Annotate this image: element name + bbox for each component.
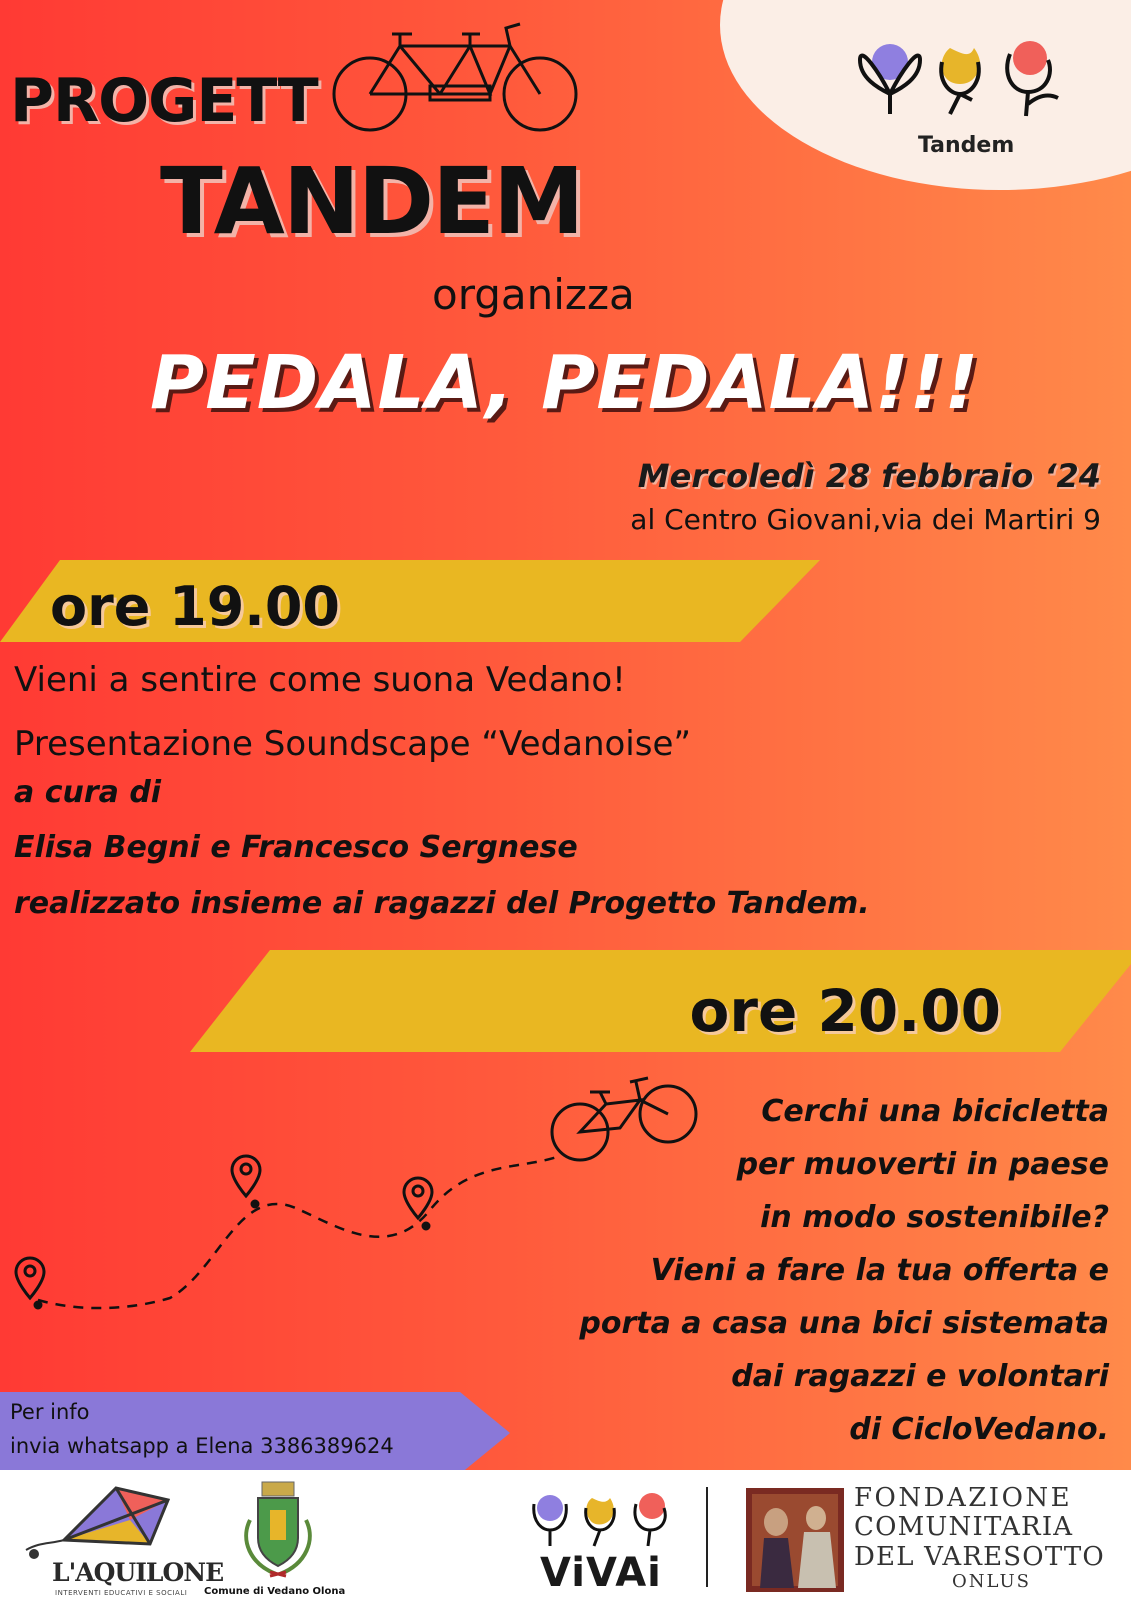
section2-line: di CicloVedano. — [849, 1412, 1109, 1447]
section2-text — [579, 1085, 1109, 1456]
title-progetto: PROGETT — [10, 66, 318, 136]
brand-name: Tandem — [918, 133, 1015, 158]
footer-divider — [706, 1487, 708, 1587]
tandem-bicycle-icon — [330, 16, 600, 136]
event-title: PEDALA, PEDALA!!! — [150, 340, 980, 426]
flower-red-icon — [1007, 41, 1058, 116]
fondazione-painting-icon — [746, 1488, 844, 1592]
tandem-flowers-logo — [850, 34, 1080, 124]
section2-line: per muoverti in paese — [736, 1147, 1109, 1182]
time-label-2: ore 20.00 — [689, 977, 1001, 1045]
section2-line: dai ragazzi e volontari — [731, 1359, 1109, 1394]
vivai-name: ViVAi — [540, 1550, 662, 1596]
fondazione-name-line: DEL VARESOTTO — [854, 1542, 1105, 1572]
section1-line: Vieni a sentire come suona Vedano! — [14, 660, 626, 700]
time-label-1: ore 19.00 — [50, 575, 340, 638]
info-contact: invia whatsapp a Elena 3386389624 — [10, 1434, 394, 1458]
section1-line: realizzato insieme ai ragazzi del Progetto Tandem. — [14, 886, 870, 921]
vivai-flowers-logo — [528, 1488, 678, 1550]
aquilone-subtitle: INTERVENTI EDUCATIVI E SOCIALI — [55, 1589, 188, 1597]
fondazione-name-line: COMUNITARIA — [854, 1512, 1074, 1542]
map-pin-icon — [232, 1156, 260, 1207]
info-label: Per info — [10, 1400, 90, 1424]
comune-crest-icon — [236, 1480, 320, 1584]
title-tandem: TANDEM — [160, 148, 583, 255]
aquilone-kite-logo — [20, 1484, 170, 1564]
map-pin-icon — [404, 1178, 432, 1229]
section1-line: a cura di — [14, 775, 162, 810]
fondazione-name-line: ONLUS — [952, 1571, 1031, 1592]
aquilone-name: L'AQUILONE — [52, 1558, 224, 1587]
section2-line: in modo sostenibile? — [760, 1200, 1109, 1235]
event-place: al Centro Giovani,via dei Martiri 9 — [630, 503, 1101, 536]
flower-yellow-icon — [941, 48, 980, 114]
section1-authors: Elisa Begni e Francesco Sergnese — [14, 830, 578, 865]
organizza-text: organizza — [432, 270, 635, 319]
section2-line: Cerchi una bicicletta — [761, 1094, 1109, 1129]
fondazione-name-line: FONDAZIONE — [854, 1483, 1073, 1513]
section2-line: porta a casa una bici sistemata — [579, 1306, 1109, 1341]
flower-purple-icon — [860, 44, 920, 114]
event-date: Mercoledì 28 febbraio ‘24 — [637, 457, 1101, 495]
section2-line: Vieni a fare la tua offerta e — [650, 1253, 1109, 1288]
comune-name: Comune di Vedano Olona — [204, 1586, 346, 1597]
section1-line: Presentazione Soundscape “Vedanoise” — [14, 724, 691, 764]
